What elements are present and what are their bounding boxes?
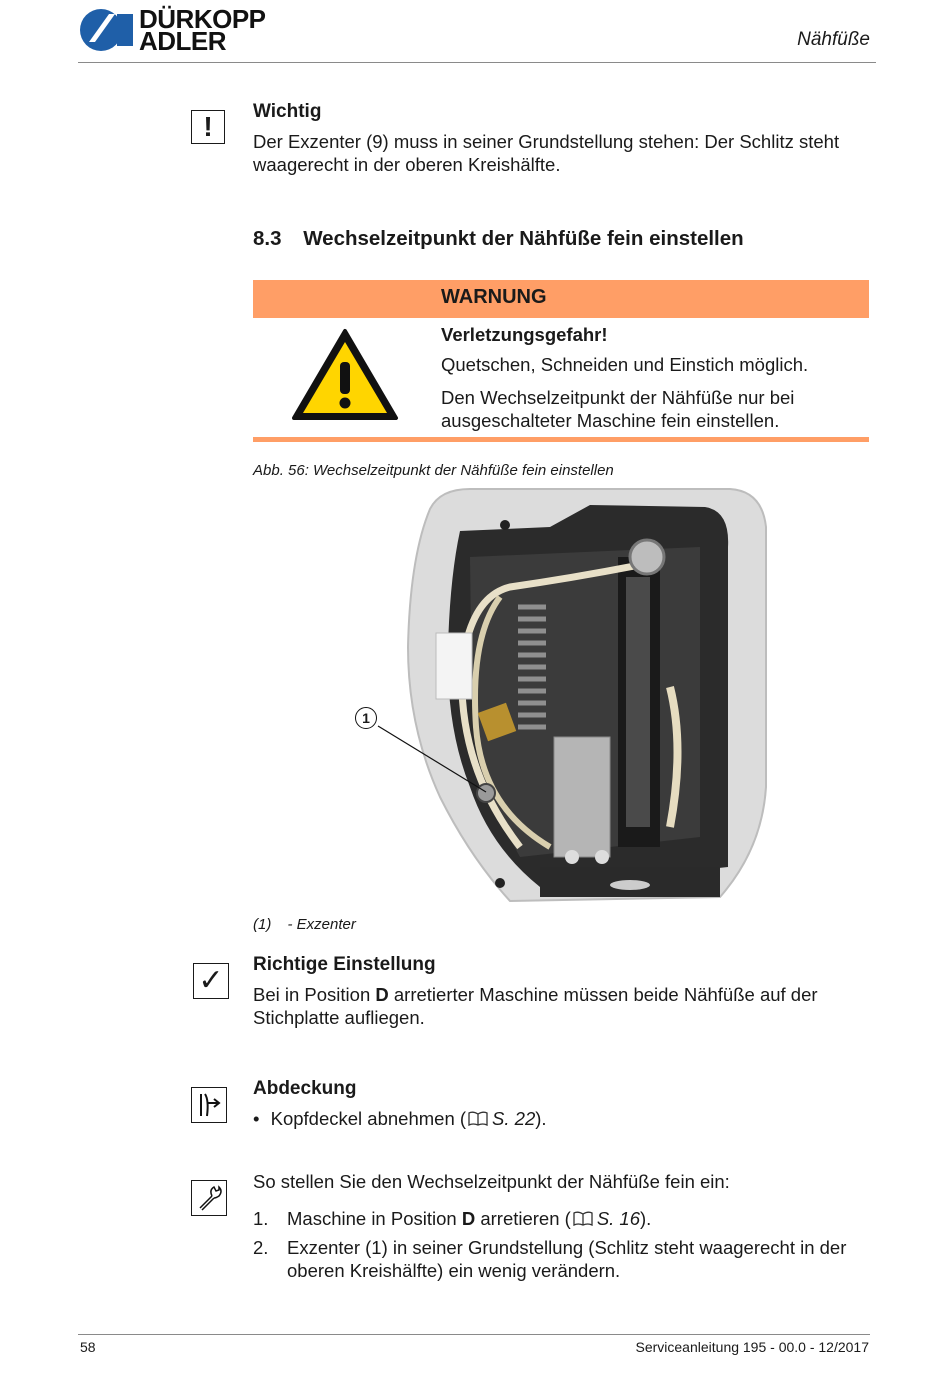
warning-line-1: Quetschen, Schneiden und Einstich möglich. <box>441 354 809 375</box>
important-icon: ! <box>191 110 225 144</box>
book-reference-icon <box>468 1111 488 1126</box>
book-reference-icon <box>573 1211 593 1226</box>
step1-text-before: Maschine in Position <box>287 1208 462 1229</box>
logo-line-2: ADLER <box>139 26 227 56</box>
page-number: 58 <box>80 1339 96 1355</box>
chapter-title: Nähfüße <box>797 29 870 50</box>
callout-number: 1 <box>362 710 370 726</box>
list-item <box>253 1236 868 1282</box>
correct-title: Richtige Einstellung <box>253 954 436 975</box>
logo-mark-icon <box>79 8 134 52</box>
cover-item-text: Kopfdeckel abnehmen ( <box>270 1108 467 1129</box>
procedure-steps <box>253 1207 868 1282</box>
step-number: 1. <box>253 1208 269 1229</box>
warning-heading: Verletzungsgefahr! <box>441 324 608 345</box>
correct-position-letter: D <box>375 984 389 1005</box>
cover-removal-icon <box>191 1087 227 1123</box>
step1-text-end: ). <box>640 1208 652 1229</box>
legend-text: - Exzenter <box>287 916 356 933</box>
correct-text-after: arretierter Maschine müssen beide Nähfüße auf der Stichplatte aufliegen. <box>253 984 818 1028</box>
footer-rule <box>78 1334 870 1335</box>
callout-marker <box>355 707 377 729</box>
figure-legend <box>253 916 356 933</box>
logo-line-1: DÜRKOPP <box>139 4 266 34</box>
section-title: Wechselzeitpunkt der Nähfüße fein einstellen <box>303 227 744 250</box>
list-item <box>253 1107 547 1130</box>
procedure-intro: So stellen Sie den Wechselzeitpunkt der Nähfüße fein ein: <box>253 1171 730 1192</box>
warning-bottom-rule <box>253 437 869 442</box>
section-number: 8.3 <box>253 227 282 250</box>
bullet: • <box>253 1108 260 1129</box>
cover-item-end: ). <box>535 1108 547 1129</box>
callout-leader-line <box>360 710 500 800</box>
cover-title: Abdeckung <box>253 1078 357 1099</box>
page-reference-link[interactable]: S. 22 <box>492 1108 536 1129</box>
header-rule <box>78 62 876 63</box>
important-title: Wichtig <box>253 101 322 122</box>
important-text: Der Exzenter (9) muss in seiner Grundstellung stehen: Der Schlitz steht waagerecht in der oberen Kreishälfte. <box>253 131 840 175</box>
warning-bar <box>253 280 869 318</box>
wrench-icon <box>191 1180 227 1216</box>
step-text <box>287 1207 651 1230</box>
logo <box>79 4 266 56</box>
warning-triangle-icon <box>291 328 399 422</box>
step1-text-mid: arretieren ( <box>475 1208 571 1229</box>
checkmark-icon: ✓ <box>193 963 229 999</box>
cover-list <box>253 1107 547 1130</box>
warning-line-2: Den Wechselzeitpunkt der Nähfüße nur bei ausgeschalteter Maschine fein einstellen. <box>441 387 795 431</box>
step1-position-letter: D <box>461 1208 476 1229</box>
legend-number: (1) <box>253 916 272 933</box>
list-item <box>253 1207 868 1230</box>
correct-text <box>253 983 853 1029</box>
machine-photo <box>400 487 770 912</box>
step-text: Exzenter (1) in seiner Grundstellung (Schlitz steht waagerecht in der oberen Kreishälfte) ein wenig verändern. <box>287 1237 847 1281</box>
warning-label: WARNUNG <box>441 286 547 308</box>
correct-text-before: Bei in Position <box>253 984 376 1005</box>
document-id: Serviceanleitung 195 - 00.0 - 12/2017 <box>635 1339 869 1355</box>
step-number: 2. <box>253 1237 269 1258</box>
page-reference-link[interactable]: S. 16 <box>596 1208 641 1229</box>
section-heading <box>253 227 744 251</box>
figure-caption: Abb. 56: Wechselzeitpunkt der Nähfüße fein einstellen <box>253 462 614 479</box>
cover-arrow-icon <box>194 1090 224 1120</box>
